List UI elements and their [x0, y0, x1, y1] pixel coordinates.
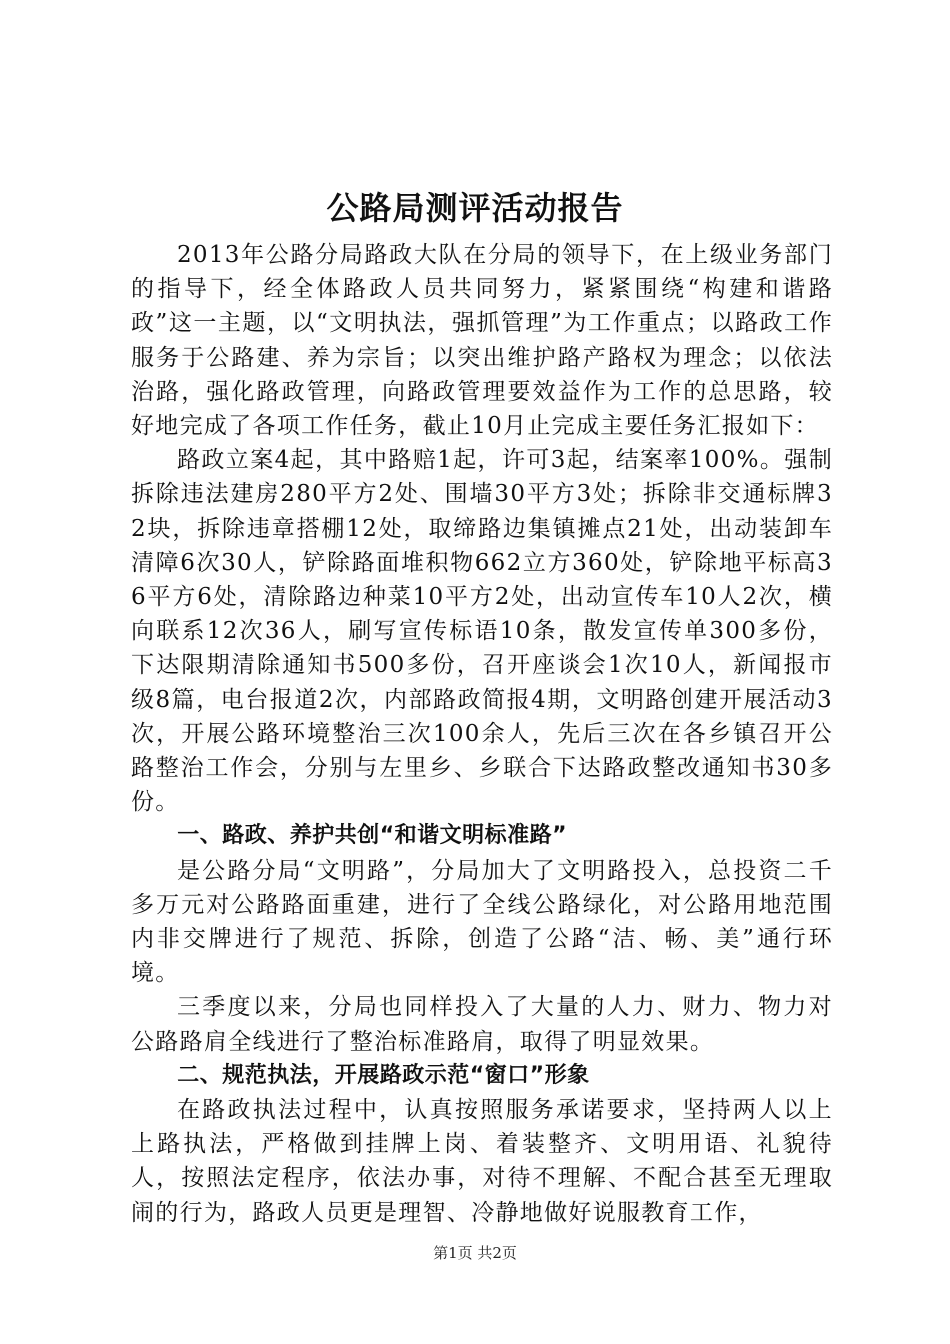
intro-paragraph: 2013年公路分局路政大队在分局的领导下，在上级业务部门的指导下，经全体路政人员共同努力，紧紧围绕“构建和谐路政”这一主题，以“文明执法，强抓管理”为工作重点；以路政工作服务于公路建、养为宗旨；以突出维护路产路权为理念；以依法治路，强化路政管理，向路政管理要效益作为工作的总思路，较好地完成了各项工作任务，截止10月止完成主要任务汇报如下： [131, 242, 833, 440]
section-1-paragraph-2: 三季度以来，分局也同样投入了大量的人力、财力、物力对公路路肩全线进行了整治标准路肩，取得了明显效果。 [131, 994, 833, 1055]
page-number-footer: 第1页 共2页 [433, 1244, 517, 1262]
section-heading-2: 二、规范执法，开展路政示范“窗口”形象 [177, 1062, 590, 1088]
section-2-paragraph-1: 在路政执法过程中，认真按照服务承诺要求，坚持两人以上上路执法，严格做到挂牌上岗、着装整齐、文明用语、礼貌待人，按照法定程序，依法办事，对待不理解、不配合甚至无理取闹的行为，路政人员更是理智、冷静地做好说服教育工作， [131, 1097, 833, 1226]
document-title: 公路局测评活动报告 [326, 189, 624, 227]
document-body [131, 238, 833, 1230]
section-heading-1: 一、路政、养护共创“和谐文明标准路” [177, 823, 568, 849]
statistics-paragraph: 路政立案4起，其中路赔1起，许可3起，结案率100%。强制拆除违法建房280平方2处、围墙30平方3处；拆除非交通标牌32块，拆除违章搭棚12处，取缔路边集镇摊点21处，出动装卸车清障6次30人，铲除路面堆积物662立方360处，铲除地平标高36平方6处，清除路边种菜10平方2处，出动宣传车10人2次，横向联系12次36人，刷写宣传标语10条，散发宣传单300多份，下达限期清除通知书500多份，召开座谈会1次10人，新闻报市级8篇，电台报道2次，内部路政简报4期，文明路创建开展活动3次，开展公路环境整治三次100余人，先后三次在各乡镇召开公路整治工作会，分别与左里乡、乡联合下达路政整改通知书30多份。 [131, 447, 833, 816]
section-1-paragraph-1: 是公路分局“文明路”，分局加大了文明路投入，总投资二千多万元对公路路面重建，进行了全线公路绿化，对公路用地范围内非交牌进行了规范、拆除，创造了公路“洁、畅、美”通行环境。 [131, 857, 833, 987]
